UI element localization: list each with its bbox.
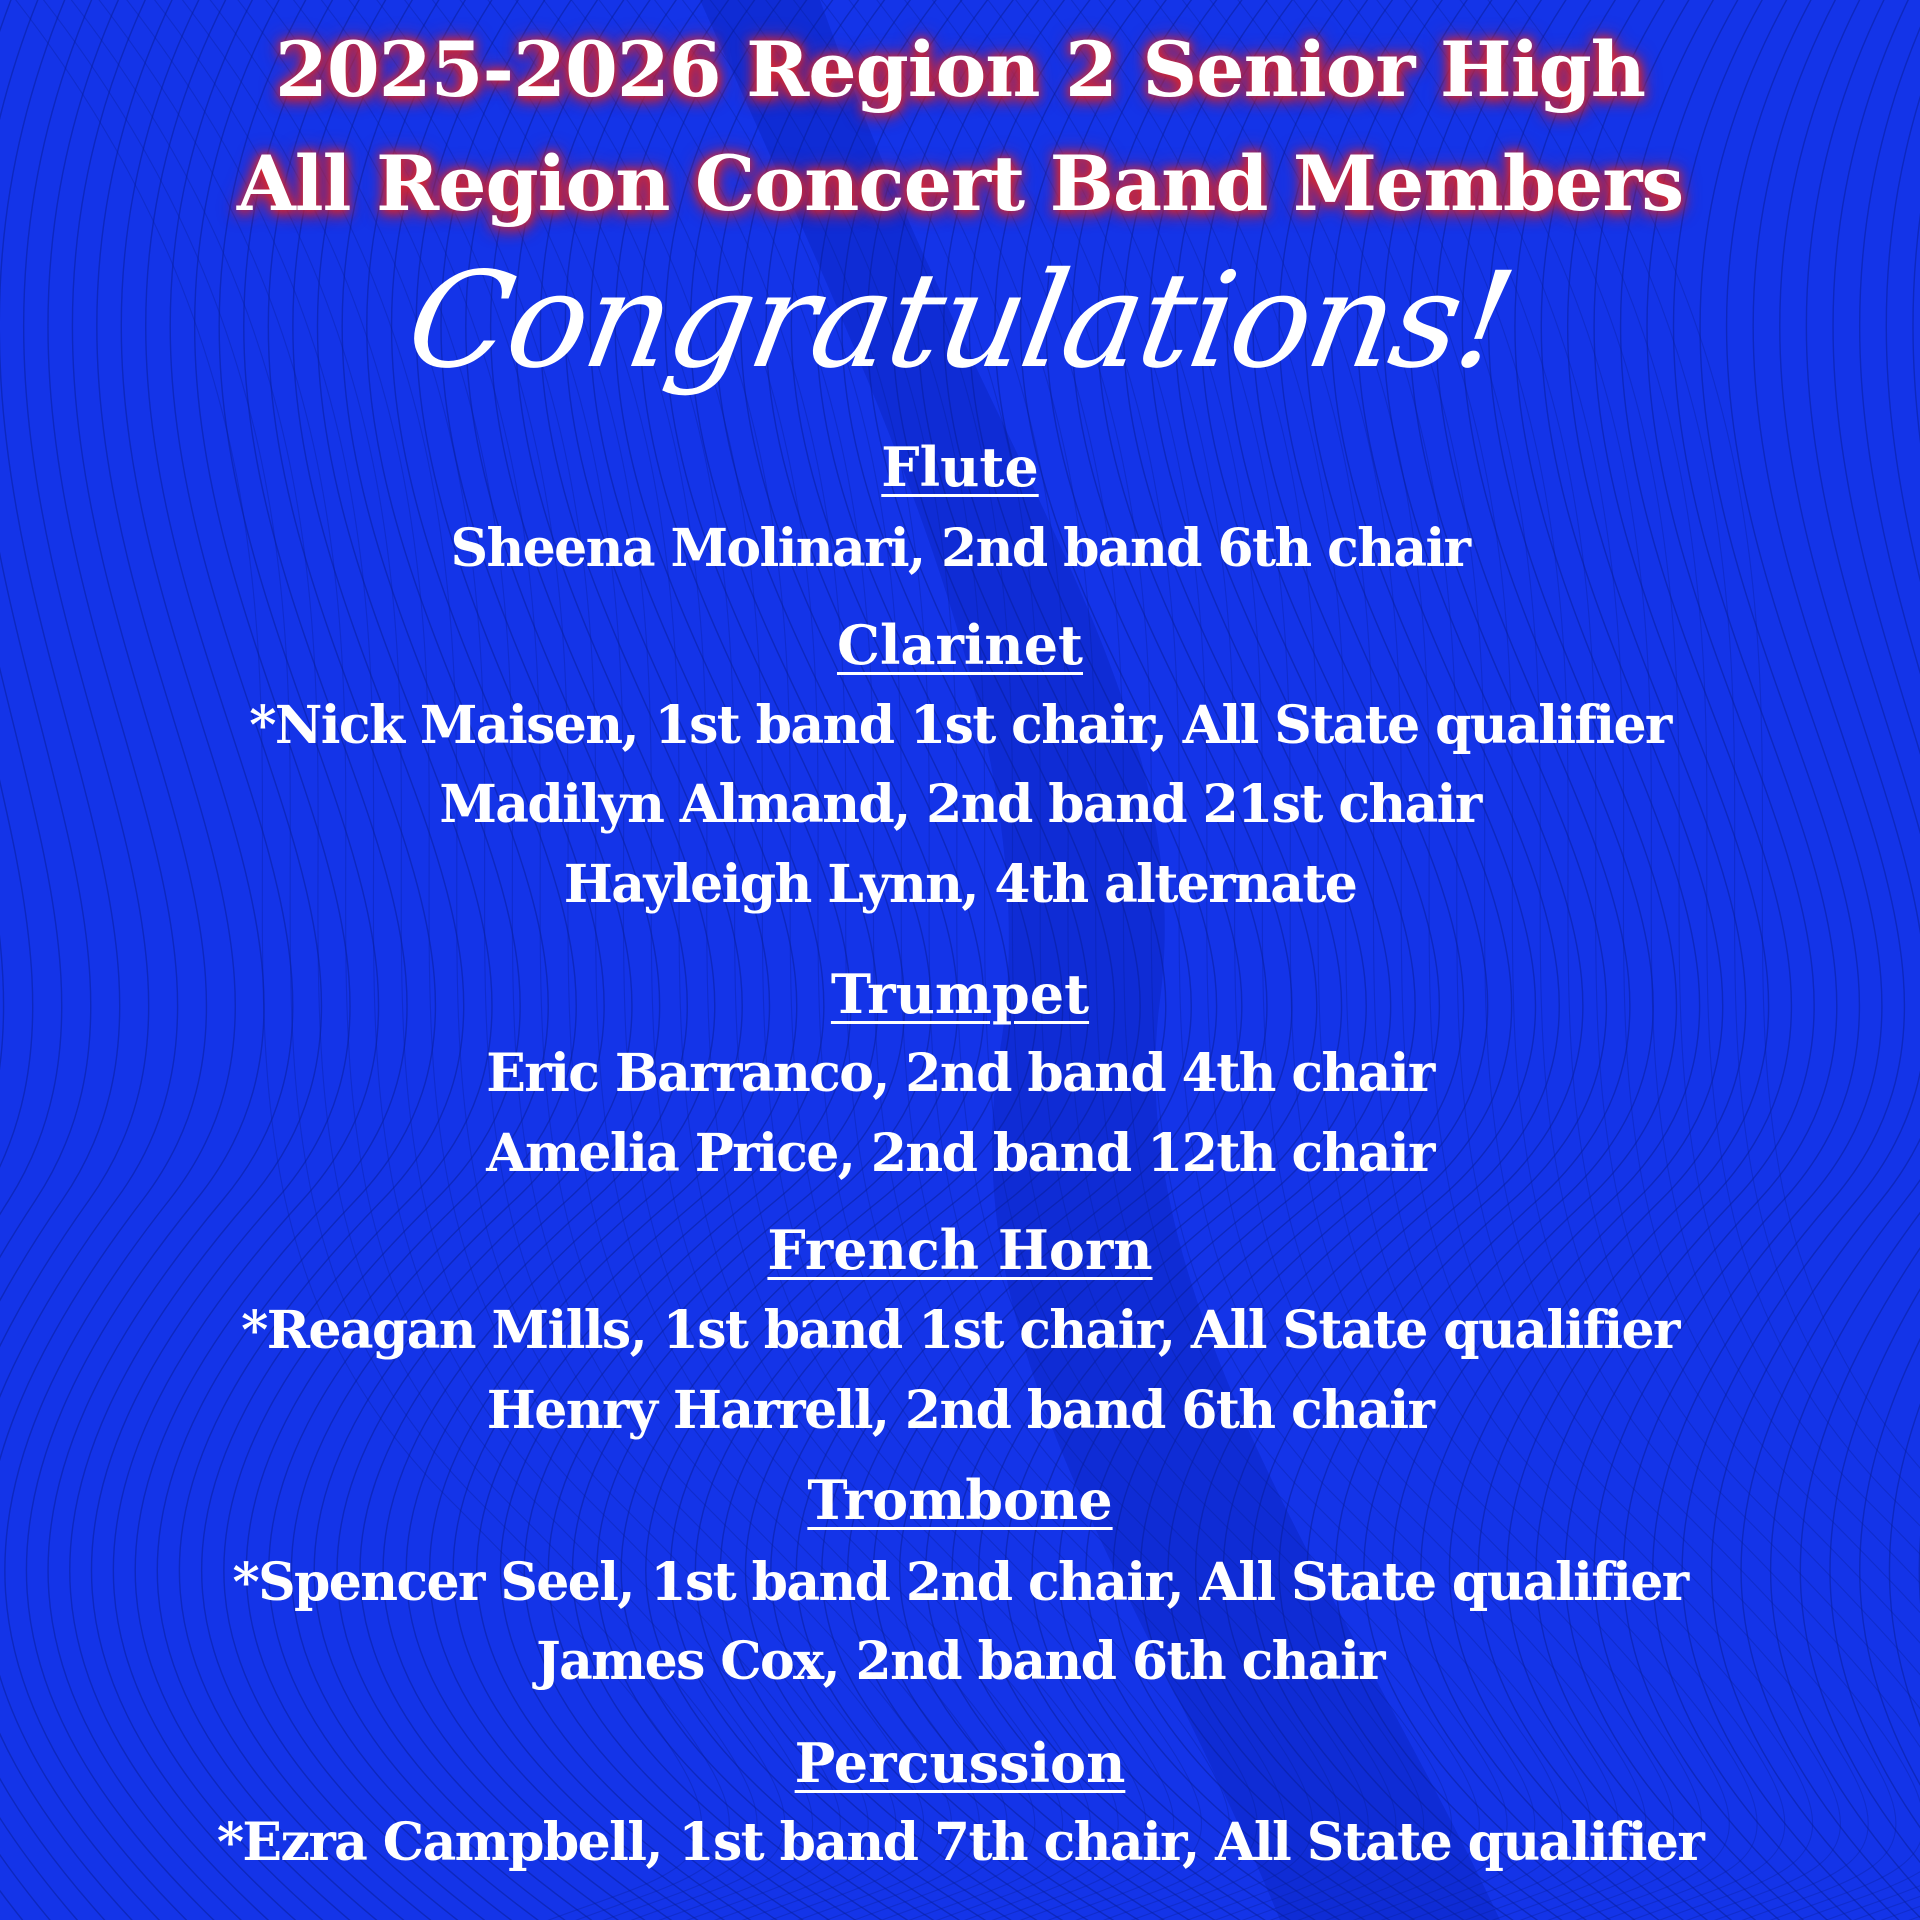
section-heading-trombone: Trombone xyxy=(807,1468,1113,1532)
member-entry: *Reagan Mills, 1st band 1st chair, All State qualifier xyxy=(241,1300,1679,1361)
member-entry: Amelia Price, 2nd band 12th chair xyxy=(486,1123,1434,1184)
section-heading-french-horn: French Horn xyxy=(767,1218,1153,1282)
title-line-1: 2025-2026 Region 2 Senior High xyxy=(275,25,1645,114)
section-heading-clarinet: Clarinet xyxy=(836,613,1083,677)
member-entry: *Nick Maisen, 1st band 1st chair, All State qualifier xyxy=(249,695,1671,756)
section-heading-percussion: Percussion xyxy=(794,1731,1126,1795)
section-heading-trumpet: Trumpet xyxy=(830,962,1090,1026)
section-heading-flute: Flute xyxy=(881,435,1039,499)
member-entry: *Ezra Campbell, 1st band 7th chair, All State qualifier xyxy=(216,1812,1704,1873)
member-entry: Madilyn Almand, 2nd band 21st chair xyxy=(439,774,1481,835)
member-entry: James Cox, 2nd band 6th chair xyxy=(536,1631,1384,1692)
title-line-2: All Region Concert Band Members xyxy=(236,139,1684,228)
member-entry: *Spencer Seel, 1st band 2nd chair, All State qualifier xyxy=(232,1552,1688,1613)
member-entry: Sheena Molinari, 2nd band 6th chair xyxy=(450,518,1470,579)
congratulations-script: Congratulations! xyxy=(396,244,1524,398)
member-entry: Eric Barranco, 2nd band 4th chair xyxy=(486,1043,1434,1104)
member-entry: Hayleigh Lynn, 4th alternate xyxy=(563,854,1357,915)
member-entry: Henry Harrell, 2nd band 6th chair xyxy=(486,1380,1434,1441)
